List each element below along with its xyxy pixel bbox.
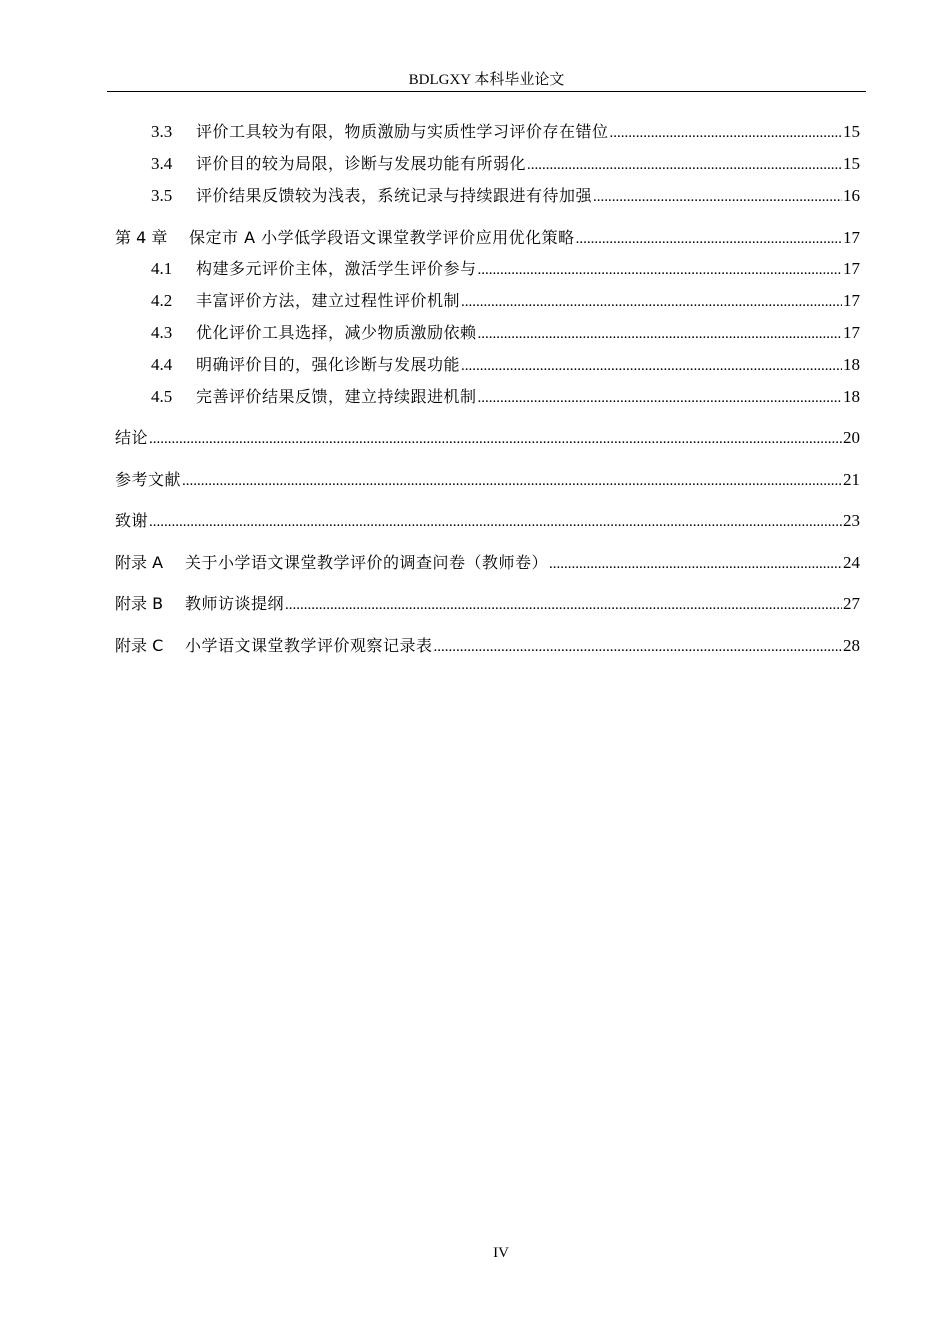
toc-entry-title: 结论	[115, 428, 149, 447]
page-header: BDLGXY 本科毕业论文	[408, 72, 565, 88]
toc-entry-page: 18	[843, 387, 860, 406]
toc-entry-title: 明确评价目的，强化诊断与发展功能	[196, 355, 461, 374]
toc-entry[interactable]	[115, 226, 860, 250]
toc-entry[interactable]	[151, 120, 860, 144]
toc-entry-page: 23	[843, 511, 860, 530]
toc-entry[interactable]	[151, 152, 860, 176]
toc-dot-leader	[610, 121, 842, 145]
toc-entry[interactable]	[115, 509, 860, 533]
toc-entry[interactable]	[151, 257, 860, 281]
toc-entry-title: 评价结果反馈较为浅表，系统记录与持续跟进有待加强	[196, 186, 593, 205]
header-rule	[107, 91, 866, 92]
toc-entry-title: 完善评价结果反馈，建立持续跟进机制	[196, 387, 477, 406]
toc-entry-page: 15	[843, 154, 860, 173]
toc-entry-title: 构建多元评价主体，激活学生评价参与	[196, 259, 477, 278]
toc-entry[interactable]	[115, 592, 860, 616]
toc-entry-number: 附录 C	[115, 636, 164, 655]
toc-entry-number: 附录 B	[115, 594, 164, 613]
toc-dot-leader	[576, 227, 842, 251]
toc-entry-page: 15	[843, 122, 860, 141]
toc-entry-title: 小学语文课堂教学评价观察记录表	[185, 636, 433, 655]
toc-dot-leader	[285, 593, 842, 617]
toc-entry-number: 3.4	[151, 154, 173, 173]
toc-entry-number: 附录 A	[115, 553, 164, 572]
toc-entry[interactable]	[115, 634, 860, 658]
toc-entry-number: 4.2	[151, 291, 173, 310]
toc-entry[interactable]	[151, 289, 860, 313]
toc-dot-leader	[478, 386, 842, 410]
toc-entry[interactable]	[151, 184, 860, 208]
toc-entry-page: 17	[843, 291, 860, 310]
toc-entry-number: 4.4	[151, 355, 173, 374]
toc-entry-page: 27	[843, 594, 860, 613]
toc-entry-page: 21	[843, 470, 860, 489]
toc-entry-page: 17	[843, 259, 860, 278]
toc-entry-number: 4.1	[151, 259, 173, 278]
toc-entry-page: 16	[843, 186, 860, 205]
page-number: IV	[493, 1245, 509, 1261]
toc-dot-leader	[549, 552, 842, 576]
toc-entry-number: 3.3	[151, 122, 173, 141]
toc-entry[interactable]	[151, 321, 860, 345]
toc-entry-number: 4.5	[151, 387, 173, 406]
toc-dot-leader	[434, 635, 842, 659]
toc-entry-page: 18	[843, 355, 860, 374]
toc-entry-page: 24	[843, 553, 860, 572]
toc-entry-number: 第 4 章	[115, 228, 168, 247]
toc-dot-leader	[461, 354, 842, 378]
toc-entry-title: 致谢	[115, 511, 149, 530]
toc-dot-leader	[527, 153, 842, 177]
toc-entry-title: 评价目的较为局限，诊断与发展功能有所弱化	[196, 154, 527, 173]
toc-entry-page: 17	[843, 323, 860, 342]
toc-entry-number: 3.5	[151, 186, 173, 205]
toc-entry-title: 参考文献	[115, 470, 182, 489]
toc-entry-page: 17	[843, 228, 860, 247]
toc-entry[interactable]	[151, 353, 860, 377]
toc-dot-leader	[478, 322, 842, 346]
toc-entry-title: 丰富评价方法，建立过程性评价机制	[196, 291, 461, 310]
toc-entry-title: 教师访谈提纲	[185, 594, 285, 613]
toc-entry-page: 20	[843, 428, 860, 447]
toc-entry[interactable]	[115, 426, 860, 450]
toc-dot-leader	[149, 510, 842, 534]
toc-entry-title: 关于小学语文课堂教学评价的调查问卷（教师卷）	[185, 553, 549, 572]
toc-entry[interactable]	[151, 385, 860, 409]
toc-dot-leader	[182, 469, 842, 493]
toc-entry[interactable]	[115, 551, 860, 575]
toc-entry-number: 4.3	[151, 323, 173, 342]
toc-dot-leader	[149, 427, 842, 451]
toc-dot-leader	[461, 290, 842, 314]
toc-dot-leader	[478, 258, 842, 282]
toc-dot-leader	[593, 185, 842, 209]
toc-entry-page: 28	[843, 636, 860, 655]
toc-entry-title: 优化评价工具选择，减少物质激励依赖	[196, 323, 477, 342]
toc-entry-title: 保定市 A 小学低学段语文课堂教学评价应用优化策略	[189, 228, 575, 247]
toc-entry[interactable]	[115, 468, 860, 492]
toc-entry-title: 评价工具较为有限，物质激励与实质性学习评价存在错位	[196, 122, 609, 141]
